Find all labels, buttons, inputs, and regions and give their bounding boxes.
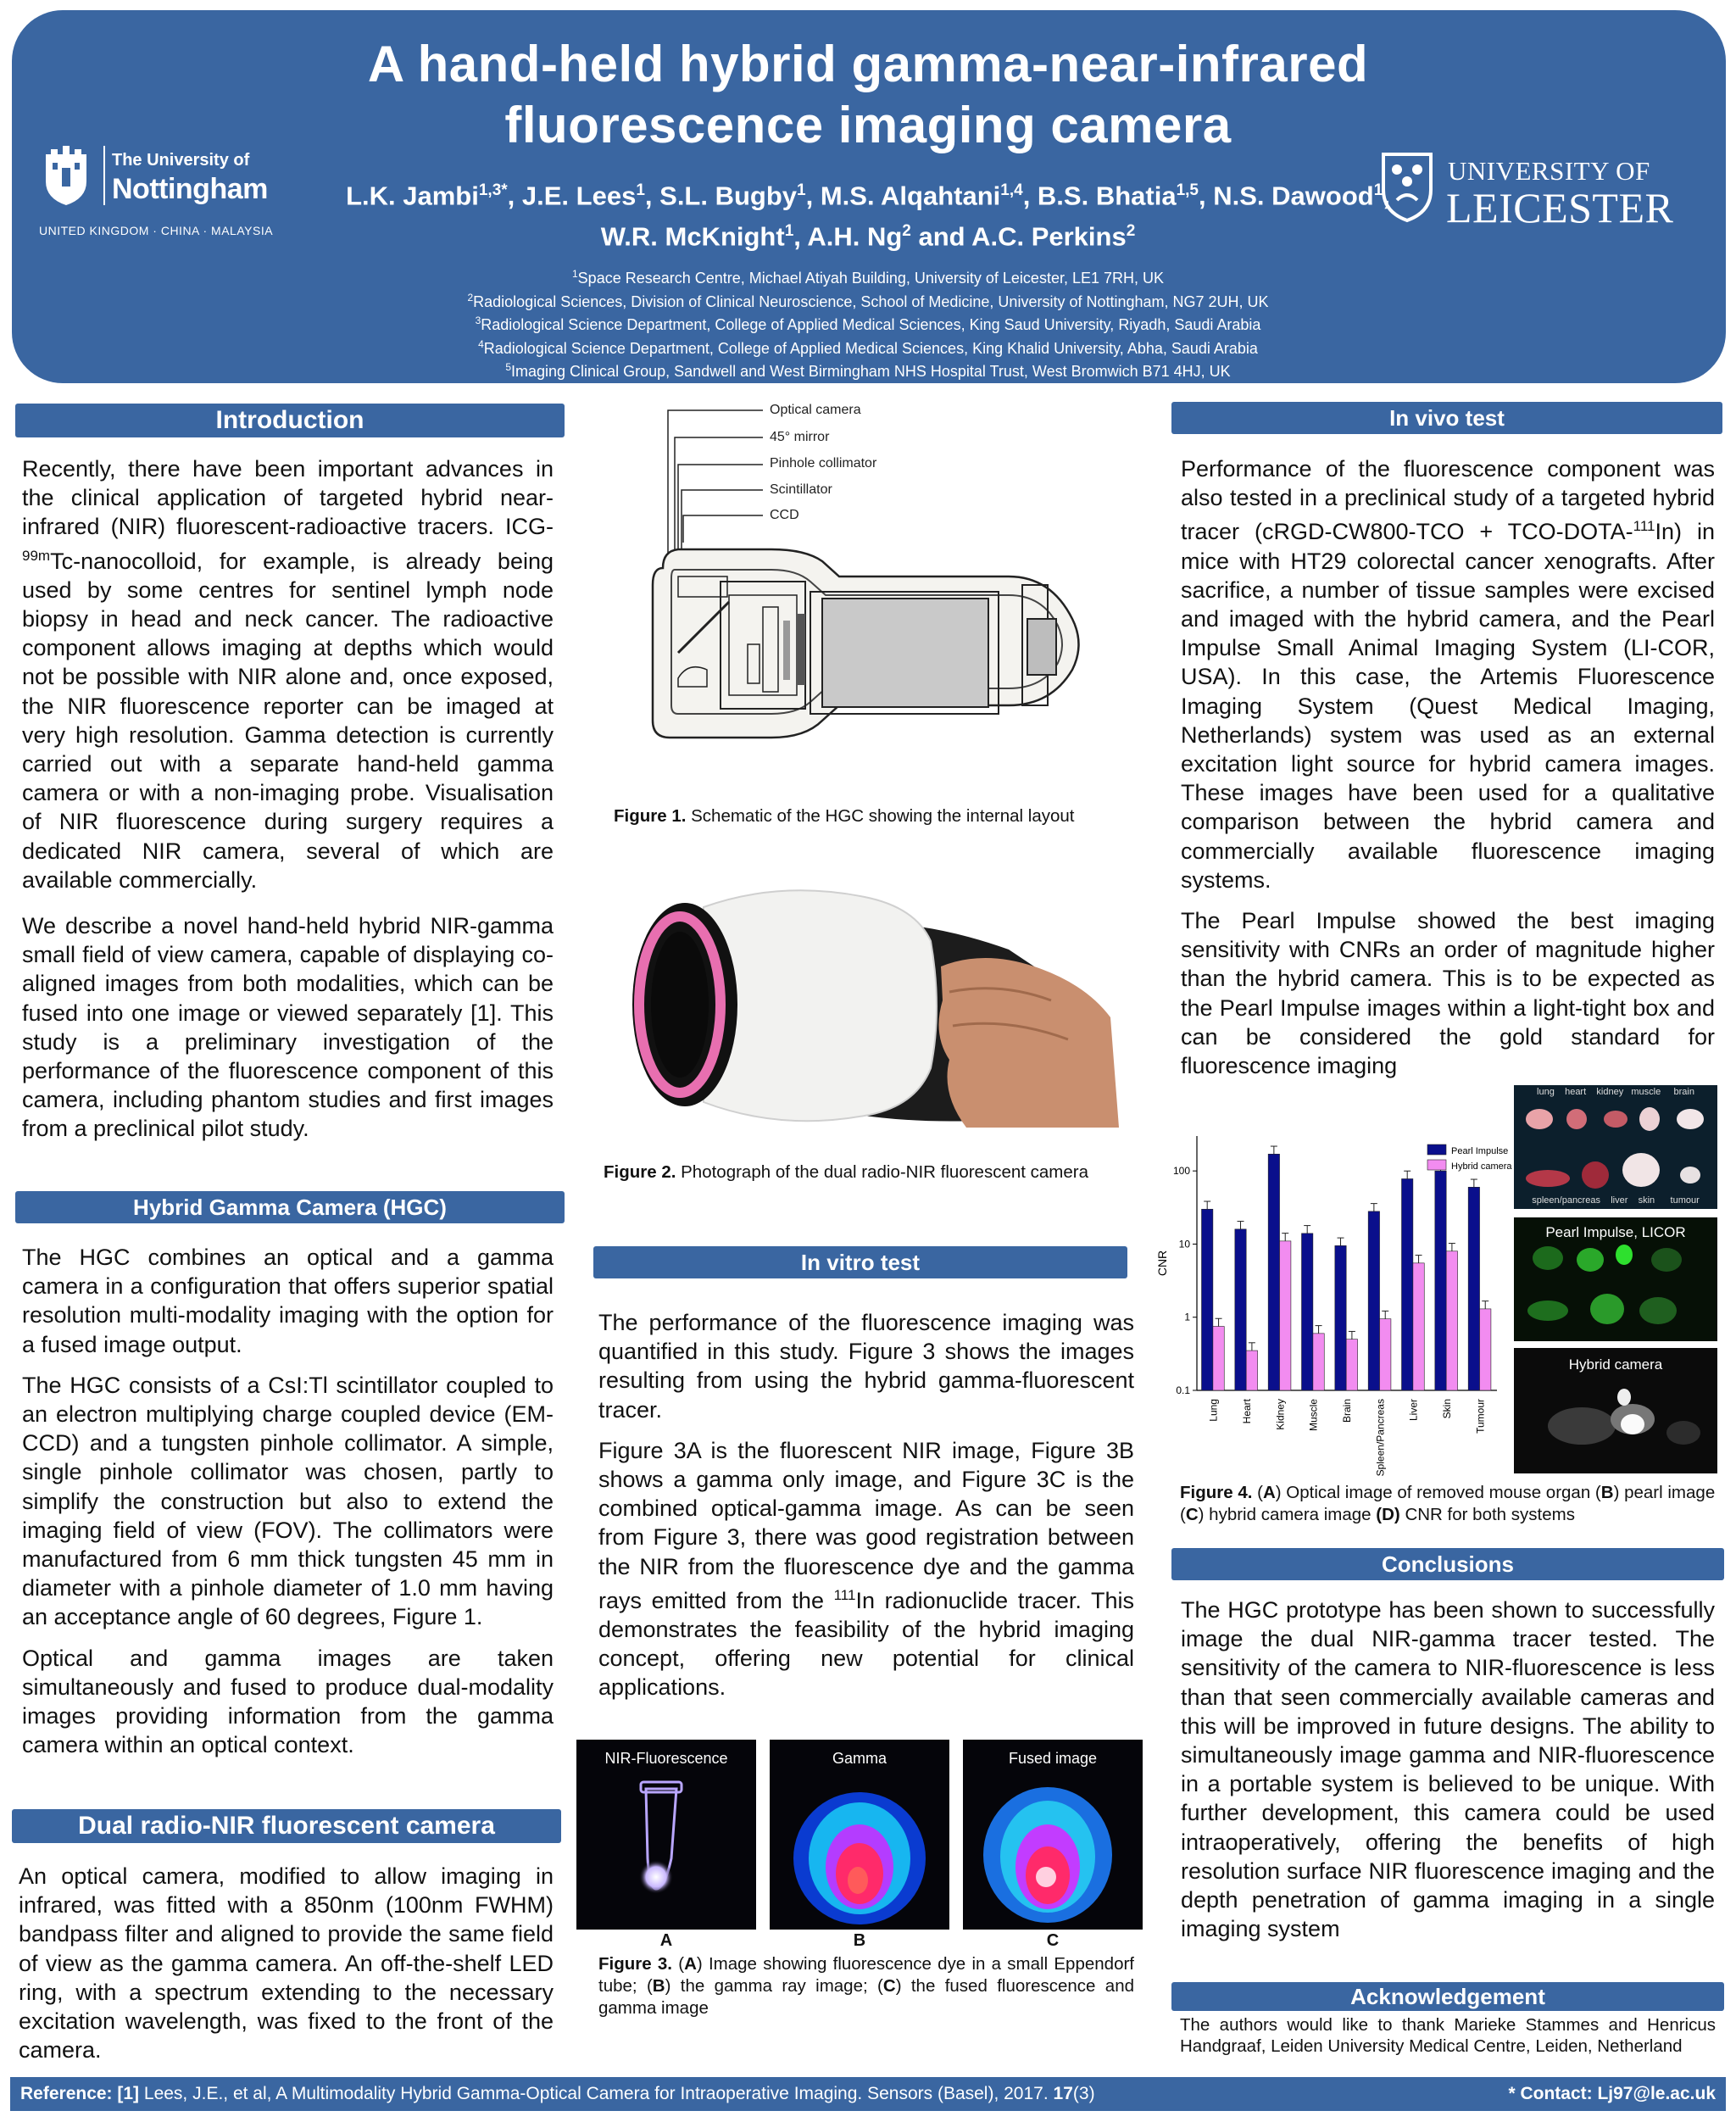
author-affiliation-marker: 1 <box>1373 181 1383 199</box>
introduction-paragraph-1: Recently, there have been important advances in the clinical application of targeted hybrid near-infrared (NIR) fluorescent-radioactive tracers. ICG-$^{99m}$Tc-nanocolloid, for example, is already being used by some centres for sentinel lymph node biopsy in head and neck cancer. The radioactive component allows imaging at depths which would not be possible with NIR alone and, once exposed, the NIR fluorescence reporter can be imaged at very high resolution. Gamma detection is currently carried out with a separate hand-held gamma camera or with a non-imaging probe. Visualisation of NIR fluorescence during surgery requires a dedicated NIR camera, several of which are available commercially. <box>22 456 554 893</box>
figure-2-camera-photo <box>610 873 1119 1136</box>
y-axis-label: CNR <box>1155 1250 1169 1277</box>
nottingham-logo-line2: Nottingham <box>112 173 268 205</box>
y-tick-label: 0.1 <box>1176 1384 1190 1396</box>
acknowledgement-heading: Acknowledgement <box>1171 1982 1724 2011</box>
hybrid-camera-image <box>1514 1348 1717 1473</box>
author-list: L.K. Jambi$^{1,3*}$, J.E. Lees$^1$, S.L. Bugby$^1$, M.S. Alqahtani$^{1,4}$, B.S. Bhatia$^{1,5}$, N.S. Dawood$^1$, W.R. McKnight$^1$, A.H. Ng$^2$ and A.C. Perkins$^2$ <box>346 181 1390 252</box>
bar-pearl-impulse <box>1435 1171 1446 1390</box>
leicester-logo <box>1377 151 1716 236</box>
x-tick-label: Heart <box>1241 1399 1253 1424</box>
author-affiliation-marker: 2 <box>1126 222 1136 241</box>
legend-label: Hybrid camera <box>1451 1161 1512 1172</box>
gamma-heatmap-image <box>770 1740 949 1930</box>
hgc-paragraph-2: The HGC consists of a CsI:Tl scintillator coupled to an electron multiplying charge coupled device (EM-CCD) and a tungsten pinhole collimator. A simple, single pinhole collimator was chosen, partly to simplify the construction but also to extend the imaging field of view (FOV). The collimators were manufactured from 6 mm thick tungsten 45 mm in diameter with a pinhole diameter of 1.0 mm having an acceptance angle of 60 degrees, Figure 1. <box>22 1372 554 1630</box>
affiliation-line: $^5$Imaging Clinical Group, Sandwell and West Birmingham NHS Hospital Trust, West Bromwich B71 4HJ, UK <box>505 361 1231 380</box>
nir-tube-image <box>576 1740 756 1930</box>
in-vitro-heading: In vitro test <box>593 1246 1127 1278</box>
x-tick-label: Liver <box>1407 1399 1420 1422</box>
x-tick-label: Muscle <box>1307 1399 1320 1432</box>
figure-3c-title: Fused image <box>1008 1750 1098 1767</box>
author-name: A.C. Perkins <box>971 221 1127 252</box>
author-name: B.S. Bhatia <box>1037 181 1177 211</box>
introduction-paragraph-2: We describe a novel hand-held hybrid NIR-gamma small field of view camera, capable of displaying co-aligned images from both modalities, which can be fused into one image or viewed separately [1]. This study is a preliminary investigation of the performance of the fluorescence component of this camera, including phantom studies and first images from a preclinical pilot study. <box>22 913 554 1142</box>
in-vitro-paragraph-1: The performance of the fluorescence imaging was quantified in this study. Figure 3 shows the images resulting from using the hybrid gamma-fluorescent tracer. <box>598 1310 1134 1423</box>
pearl-impulse-image <box>1514 1217 1717 1341</box>
figure-3b-letter: B <box>853 1931 866 1950</box>
x-tick-label: Lung <box>1207 1399 1220 1422</box>
leicester-logo-line2: LEICESTER <box>1446 184 1674 231</box>
figure-3c-letter: C <box>1046 1931 1060 1950</box>
dual-camera-paragraph: An optical camera, modified to allow imaging in infrared, was fitted with a 850nm (100nm FWHM) bandpass filter and aligned to provide the same field of view as the gamma camera. An off-the-shelf LED ring, with a spectrum extending to the necessary excitation wavelength, was fixed to the front of the camera. <box>19 1863 554 2064</box>
affiliation-line: $^2$Radiological Sciences, Division of Clinical Neuroscience, School of Medicine, University of Nottingham, NG7 2UH, UK <box>467 291 1269 310</box>
author-name: W.R. McKnight <box>600 221 785 252</box>
legend-swatch <box>1427 1145 1446 1155</box>
bar-hybrid-camera <box>1413 1263 1424 1390</box>
leicester-crest-icon <box>1380 151 1434 222</box>
bar-pearl-impulse <box>1235 1229 1246 1390</box>
bar-hybrid-camera <box>1346 1339 1357 1390</box>
affiliation-line: $^1$Space Research Centre, Michael Atiyah Building, University of Leicester, LE1 7RH, UK <box>571 268 1165 287</box>
figure-3b-title: Gamma <box>832 1750 887 1767</box>
hgc-paragraph-1: The HGC combines an optical and a gamma camera in a configuration that offers superior spatial resolution multi-modality imaging with the option for a fused image output. <box>22 1245 554 1357</box>
conclusions-body <box>1181 1596 1715 1955</box>
bar-hybrid-camera <box>1213 1327 1224 1390</box>
nottingham-logo-line1: The University of <box>112 151 250 170</box>
bar-hybrid-camera <box>1313 1334 1324 1390</box>
legend-label: Pearl Impulse <box>1451 1146 1509 1156</box>
in-vivo-paragraph-1: Performance of the fluorescence component was also tested in a preclinical study of a targeted hybrid tracer (cRGD-CW800-TCO + TCO-DOTA-$^{111}$In) in mice with HT29 colorectal cancer xenografts. After sacrifice, a number of tissue samples were excised and imaged with the hybrid camera, and the Pearl Impulse Small Animal Imaging System (LI-COR, USA). In this case, the Artemis Fluorescence Imaging System (Quest Medical Imaging, Netherlands) system was used as an external excitation light source for hybrid camera images. These images have been used for a qualitative comparison between the hybrid camera and commercially available fluorescence imaging systems. <box>1181 456 1715 893</box>
y-tick-label: 10 <box>1178 1238 1190 1250</box>
author-affiliation-marker: 1,3* <box>478 181 508 199</box>
author-name: M.S. Alqahtani <box>820 181 1001 211</box>
x-tick-label: Spleen/Pancreas <box>1374 1399 1387 1477</box>
author-name: L.K. Jambi <box>346 181 479 211</box>
legend-swatch <box>1427 1160 1446 1170</box>
label-optical-camera: Optical camera <box>770 403 861 417</box>
nottingham-logo <box>39 142 285 244</box>
y-tick-label: 1 <box>1184 1311 1190 1323</box>
figure-3a-letter: A <box>659 1931 673 1950</box>
organ-photo <box>1514 1085 1717 1209</box>
organ-photo-graphic <box>1514 1085 1717 1209</box>
affiliation-list <box>254 265 1482 382</box>
acknowledgement-body: The authors would like to thank Marieke Stammes and Henricus Handgraaf, Leiden University Medical Centre, Leiden, Netherland <box>1180 2015 1716 2056</box>
author-name: A.H. Ng <box>807 221 903 252</box>
in-vivo-heading: In vivo test <box>1171 402 1722 434</box>
bar-pearl-impulse <box>1268 1154 1279 1390</box>
figure-4-caption: Figure 4. (A) Optical image of removed mouse organ (B) pearl image (C) hybrid camera image (D) CNR for both systems <box>1180 1483 1716 1524</box>
hybrid-camera-title: Hybrid camera <box>1568 1356 1663 1373</box>
author-affiliation-marker: 1,5 <box>1176 181 1199 199</box>
author-name: J.E. Lees <box>521 181 637 211</box>
hgc-body <box>22 1243 554 1771</box>
bar-pearl-impulse <box>1402 1178 1413 1390</box>
figure-2-caption: Figure 2. Photograph of the dual radio-NIR fluorescent camera <box>604 1162 1089 1182</box>
x-tick-label: Kidney <box>1274 1399 1287 1430</box>
figure-3b-gamma-panel <box>770 1740 949 1930</box>
title-line-2: fluorescence imaging camera <box>504 97 1232 153</box>
figure-3-caption: Figure 3. (A) Image showing fluorescence dye in a small Eppendorf tube; (B) the gamma ray image; (C) the fused fluorescence and gamma image <box>598 1954 1134 2018</box>
label-pinhole-collimator: Pinhole collimator <box>770 456 877 471</box>
organ-labels-bottom: spleen/pancreas liver skin tumour <box>1532 1195 1700 1206</box>
pearl-impulse-title: Pearl Impulse, LICOR <box>1545 1224 1686 1240</box>
leicester-logo-line1: UNIVERSITY OF <box>1448 156 1650 186</box>
x-tick-label: Skin <box>1441 1399 1453 1419</box>
affiliation-line: $^3$Radiological Science Department, College of Applied Medical Sciences, King Saud University, Riyadh, Saudi Arabia <box>475 315 1261 333</box>
figure-1-schematic <box>644 398 1119 797</box>
author-affiliation-marker: 1 <box>784 222 794 241</box>
conclusions-heading: Conclusions <box>1171 1548 1724 1580</box>
label-mirror: 45° mirror <box>770 430 830 444</box>
author-affiliation-marker: 2 <box>902 222 911 241</box>
in-vitro-body <box>598 1308 1134 1714</box>
contact-email[interactable]: * Contact: Lj97@le.ac.uk <box>1508 2084 1716 2103</box>
nottingham-logo-tagline: UNITED KINGDOM · CHINA · MALAYSIA <box>39 224 274 237</box>
author-affiliation-marker: 1 <box>636 181 645 199</box>
figure-3a-title: NIR-Fluorescence <box>604 1750 728 1767</box>
bar-pearl-impulse <box>1302 1234 1313 1390</box>
bar-pearl-impulse <box>1202 1209 1213 1390</box>
poster-title <box>254 34 1482 156</box>
reference: Reference: [1] Lees, J.E., et al, A Multimodality Hybrid Gamma-Optical Camera for Intraoperative Imaging. Sensors (Basel), 2017. 17(3) <box>20 2084 1095 2103</box>
conclusions-paragraph: The HGC prototype has been shown to successfully image the dual NIR-gamma tracer tested. The sensitivity of the camera to NIR-fluorescence is less than that seen commercially available cameras and this will be improved in future designs. The ability to simultaneously image gamma and NIR-fluorescence in a portable system is believed to be unique. With further development, this camera could be used intraoperatively, offering the benefits of high resolution surface NIR fluorescence imaging and the depth penetration of gamma imaging in a single imaging system <box>1181 1597 1715 1942</box>
in-vivo-body <box>1181 454 1715 1092</box>
introduction-heading: Introduction <box>15 404 565 437</box>
y-tick-label: 100 <box>1172 1165 1190 1178</box>
bar-hybrid-camera <box>1280 1241 1291 1390</box>
in-vivo-paragraph-2: The Pearl Impulse showed the best imaging sensitivity with CNRs an order of magnitude higher than the hybrid camera. This is to be expected as the Pearl Impulse images within a light-tight box and can be considered the gold standard for fluorescence imaging <box>1181 908 1715 1079</box>
hgc-heading: Hybrid Gamma Camera (HGC) <box>15 1191 565 1223</box>
x-tick-label: Brain <box>1341 1399 1353 1423</box>
author-name: N.S. Dawood <box>1213 181 1374 211</box>
in-vitro-paragraph-2: Figure 3A is the fluorescent NIR image, Figure 3B shows a gamma only image, and Figure 3C is the combined optical-gamma image. As can be seen from Figure 3, there was good registration between the NIR from the fluorescence dye and the gamma rays emitted from the $^{111}$In radionuclide tracer. This demonstrates the feasibility of the hybrid imaging concept, offering new potential for clinical applications. <box>598 1437 1135 1701</box>
bar-pearl-impulse <box>1335 1245 1346 1390</box>
title-line-1: A hand-held hybrid gamma-near-infrared <box>367 36 1369 92</box>
introduction-body <box>22 454 554 1156</box>
organ-labels-top: lung heart kidney muscle brain <box>1537 1087 1694 1097</box>
bar-hybrid-camera <box>1480 1309 1491 1390</box>
author-affiliation-marker: 1 <box>797 181 806 199</box>
figure-3a-nir-panel <box>576 1740 756 1930</box>
dual-camera-body <box>19 1862 554 2076</box>
footer-bar <box>10 2077 1726 2111</box>
figure-4-cnr-chart <box>1149 1111 1512 1501</box>
label-scintillator: Scintillator <box>770 482 832 497</box>
author-name: S.L. Bugby <box>659 181 798 211</box>
affiliation-line: $^4$Radiological Science Department, College of Applied Medical Sciences, King Khalid University, Abha, Saudi Arabia <box>478 337 1258 357</box>
label-ccd: CCD <box>770 508 799 522</box>
fused-image <box>963 1740 1143 1930</box>
bar-hybrid-camera <box>1380 1319 1391 1390</box>
x-tick-label: Tumour <box>1474 1399 1487 1434</box>
author-affiliation-marker: 1,4 <box>1000 181 1023 199</box>
bar-pearl-impulse <box>1468 1187 1479 1390</box>
figure-3c-fused-panel <box>963 1740 1143 1930</box>
dual-camera-heading: Dual radio-NIR fluorescent camera <box>12 1809 561 1843</box>
nottingham-crest-icon <box>39 142 93 207</box>
figure-1-caption: Figure 1. Schematic of the HGC showing the internal layout <box>614 806 1075 826</box>
bar-hybrid-camera <box>1446 1251 1457 1390</box>
hgc-paragraph-3: Optical and gamma images are taken simultaneously and fused to produce dual-modality images providing information from the gamma camera within an optical context. <box>22 1645 554 1758</box>
bar-hybrid-camera <box>1246 1351 1257 1390</box>
bar-pearl-impulse <box>1368 1211 1379 1390</box>
